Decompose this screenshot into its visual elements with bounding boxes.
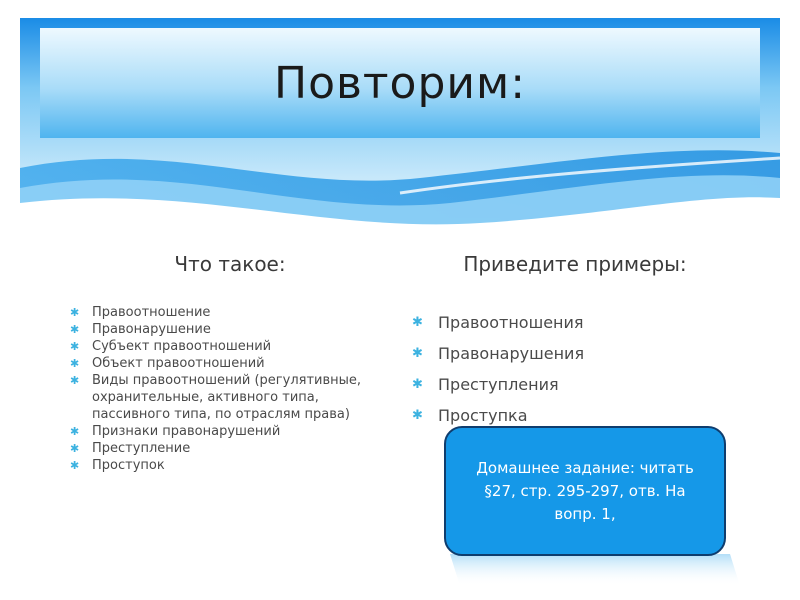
list-item xyxy=(412,369,752,400)
homework-text: Домашнее задание: читать §27, стр. 295-297, отв. На вопр. 1, xyxy=(476,458,694,523)
list-item-text: Субъект правоотношений xyxy=(92,339,272,354)
bullet-asterisk-icon: ✱ xyxy=(70,323,80,336)
list-item-text: Признаки правонарушений xyxy=(92,424,281,439)
bullet-asterisk-icon: ✱ xyxy=(70,425,80,438)
bullet-asterisk-icon: ✱ xyxy=(412,377,423,392)
list-item-text: Преступление xyxy=(92,441,191,456)
list-item xyxy=(412,307,752,338)
bullet-asterisk-icon: ✱ xyxy=(70,374,80,387)
list-item xyxy=(70,423,400,440)
list-item xyxy=(70,440,400,457)
list-item xyxy=(70,457,400,474)
list-item xyxy=(70,304,400,321)
list-item-text: Виды правоотношений (регулятивные, охранительные, активного типа, пассивного типа, по отраслям права) xyxy=(92,373,362,422)
bullet-asterisk-icon: ✱ xyxy=(412,408,423,423)
list-item-text: Проступка xyxy=(438,406,528,425)
bullet-asterisk-icon: ✱ xyxy=(412,315,423,330)
bullet-asterisk-icon: ✱ xyxy=(70,442,80,455)
right-example-list xyxy=(412,307,752,431)
slide-title: Повторим: xyxy=(273,57,527,109)
left-term-list xyxy=(70,304,400,474)
bullet-asterisk-icon: ✱ xyxy=(70,306,80,319)
list-item xyxy=(412,338,752,369)
list-item xyxy=(70,355,400,372)
homework-box-reflection xyxy=(440,550,740,590)
list-item xyxy=(70,372,400,423)
homework-box xyxy=(444,426,726,556)
list-item-text: Проступок xyxy=(92,458,165,473)
title-box xyxy=(40,28,760,138)
bullet-asterisk-icon: ✱ xyxy=(70,459,80,472)
left-column-heading: Что такое: xyxy=(174,252,286,276)
bullet-asterisk-icon: ✱ xyxy=(70,340,80,353)
list-item-text: Правоотношение xyxy=(92,305,211,320)
list-item-text: Правоотношения xyxy=(438,313,584,332)
list-item xyxy=(70,338,400,355)
list-item-text: Объект правоотношений xyxy=(92,356,265,371)
list-item-text: Правонарушение xyxy=(92,322,211,337)
bullet-asterisk-icon: ✱ xyxy=(412,346,423,361)
bullet-asterisk-icon: ✱ xyxy=(70,357,80,370)
list-item-text: Преступления xyxy=(438,375,559,394)
list-item-text: Правонарушения xyxy=(438,344,585,363)
list-item xyxy=(70,321,400,338)
right-column-heading: Приведите примеры: xyxy=(463,252,687,276)
